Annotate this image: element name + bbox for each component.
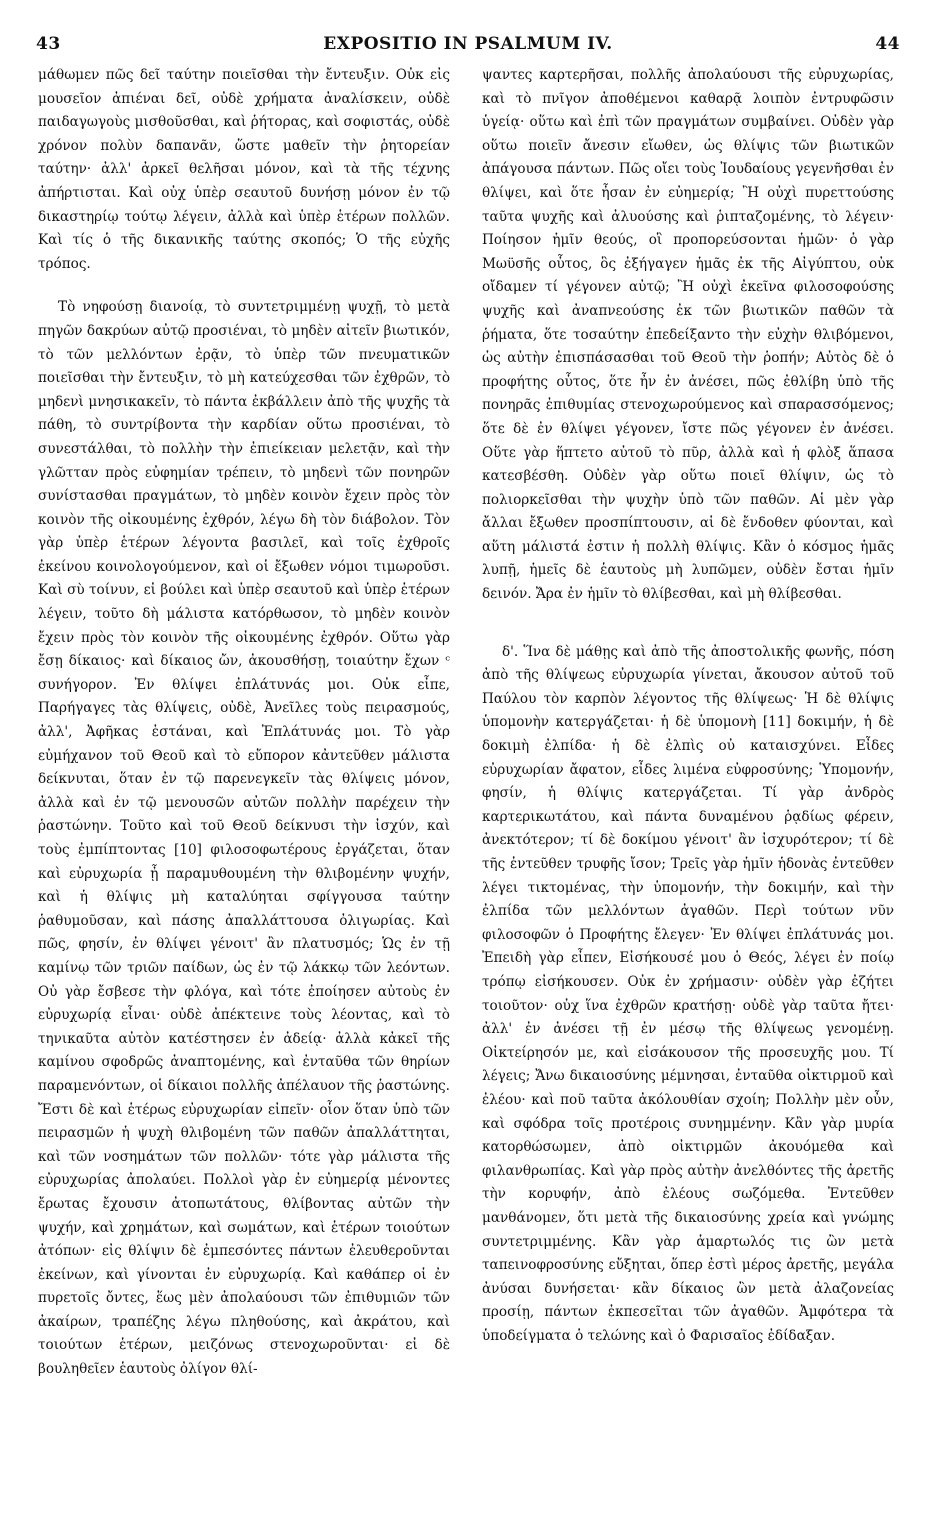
- paragraph-gap: [482, 607, 894, 641]
- page-number-left: 43: [36, 34, 61, 54]
- right-paragraph-1: ψαντες καρτερῆσαι, πολλῆς ἀπολαύουσι τῆς εὐρυχωρίας, καὶ τὸ πνῖγον ἀποθέμενοι καθαρᾷ λοιπὸν ἐντρυφῶσιν ὑγείᾳ· οὕτω καὶ ἐπὶ τῶν πραγμάτων συμβαίνει. Οὐδὲν γὰρ οὕτω ποιεῖν ἄνεσιν εἴωθεν, ὡς θλίψις τῶν βιωτικῶν ἀπάγουσα πάντων. Πῶς οἴει τοὺς Ἰουδαίους γεγενῆσθαι ἐν θλίψει, καὶ ὅτε ἦσαν ἐν εὐημερίᾳ; Ἢ οὐχὶ πυρεττούσης ταῦτα ψυχῆς καὶ ἀλυούσης καὶ ῥιπταζομένης, τὸ λέγειν· Ποίησον ἡμῖν θεούς, οἳ προπορεύσονται ἡμῶν· ὁ γὰρ Μωϋσῆς οὗτος, ὃς ἐξήγαγεν ἡμᾶς ἐκ τῆς Αἰγύπτου, οὐκ οἴδαμεν τί γέγονεν αὐτῷ; Ἢ οὐχὶ ἐκεῖνα φιλοσοφούσης ψυχῆς καὶ ἀναπνεούσης ἐκ τῶν βιωτικῶν παθῶν τὰ ῥήματα, ὅτε τοσαύτην ἐπεδείξαντο τὴν εὐχὴν θλιβόμενοι, ὡς αὐτὴν ἐπισπάσασθαι τοῦ Θεοῦ τὴν ῥοπήν; Αὐτὸς δὲ ὁ προφήτης οὗτος, ὅτε ἦν ἐν ἀνέσει, πῶς ἐθλίβη ὑπὸ τῆς πονηρᾶς ἐπιθυμίας στενοχωρούμενος καὶ σπαρασσόμενος; ὅτε δὲ ἐν θλίψει γέγονεν, ἴστε πῶς γέγονεν ἐν ἀνέσει. Οὕτε γὰρ ἥπτετο αὐτοῦ τὸ πῦρ, ἀλλὰ καὶ ἡ φλὸξ ἅπασα κατεσβέσθη. Οὐδὲν γὰρ οὕτω ποιεῖ θλίψιν, ὡς τὸ πολιορκεῖσθαι τὴν ψυχὴν ὑπὸ τῶν παθῶν. Αἱ μὲν γὰρ ἄλλαι ἔξωθεν προσπίπτουσιν, αἱ δὲ ἔνδοθεν φύονται, καὶ αὕτη μάλιστά ἐστιν ἡ πολλὴ θλίψις. Κἂν ὁ κόσμος ἡμᾶς λυπῇ, ἡμεῖς δὲ ἑαυτοὺς μὴ λυπῶμεν, οὐδὲν ἔσται ἡμῖν δεινόν. Ἄρα ἐν ἡμῖν τὸ θλίβεσθαι, καὶ μὴ θλίβεσθαι.: [482, 67, 894, 603]
- page-number-right: 44: [875, 34, 900, 54]
- running-title: EXPOSITIO IN PSALMUM IV.: [323, 34, 613, 54]
- right-paragraph-2: δ'. Ἵνα δὲ μάθῃς καὶ ἀπὸ τῆς ἀποστολικῆς φωνῆς, πόση ἀπὸ τῆς θλίψεως εὐρυχωρία γίνεται, ἄκουσον αὐτοῦ τοῦ Παύλου τὸν καρπὸν λέγοντος τῆς θλίψεως· Ἡ δὲ θλίψις ὑπομονὴν κατεργάζεται· ἡ δὲ ὑπομονὴ [11] δοκιμήν, ἡ δὲ δοκιμὴ ἐλπίδα· ἡ δὲ ἐλπὶς οὐ καταισχύνει. Εἶδες εὐρυχωρίαν ἄφατον, εἶδες λιμένα εὐφροσύνης; Ὑπομονήν, φησίν, ἡ θλίψις κατεργάζεται. Τί γὰρ ἀνδρὸς καρτερικωτάτου, καὶ πάντα δυναμένου ῥᾳδίως φέρειν, ἀνεκτότερον; τί δὲ δοκίμου γένοιτ' ἂν ἰσχυρότερον; τί δὲ τῆς ἐντεῦθεν τρυφῆς ἴσον; Τρεῖς γὰρ ἡμῖν ἡδονὰς ἐντεῦθεν λέγει τικτομένας, τὴν ὑπομονήν, τὴν δοκιμήν, καὶ τὴν ἐλπίδα τῶν μελλόντων ἀγαθῶν. Περὶ τούτων νῦν φιλοσοφῶν ὁ Προφήτης ἔλεγεν· Ἐν θλίψει ἐπλάτυνάς μοι. Ἐπειδὴ γὰρ εἶπεν, Εἰσήκουσέ μου ὁ Θεός, λέγει ἐν ποίῳ τρόπῳ εἰσήκουσεν. Οὐκ ἐν χρήμασιν· οὐδὲν γὰρ ἐζήτει τοιοῦτον· οὐχ ἵνα ἐχθρῶν κρατήσῃ· οὐδὲ γὰρ ταῦτα ἤτει· ἀλλ' ἐν ἀνέσει τῇ ἐν μέσῳ τῆς θλίψεως γενομένῃ. Οἰκτείρησόν με, καὶ εἰσάκουσον τῆς προσευχῆς μου. Τί λέγεις; Ἄνω δικαιοσύνης μέμνησαι, ἐνταῦθα οἰκτιρμοῦ καὶ ἐλέου· καὶ ποῦ ταῦτα ἀκόλουθίαν σχοίη; Πολλὴν μὲν οὖν, καὶ σφόδρα τοῖς προτέροις συνημμένην. Κἂν γὰρ μυρία κατορθώσωμεν, ἀπὸ οἰκτιρμῶν ἀκουόμεθα καὶ φιλανθρωπίας. Καὶ γὰρ πρὸς αὐτὴν ἀνελθόντες τῆς ἀρετῆς τὴν κορυφήν, ἀπὸ ἐλέους σωζόμεθα. Ἐντεῦθεν μανθάνομεν, ὅτι μετὰ τῆς δικαιοσύνης χρεία καὶ γνώμης συντετριμμένης. Κἂν γὰρ ἁμαρτωλός τις ὢν μετὰ ταπεινοφροσύνης εὔξηται, ὅπερ ἐστὶ μέρος ἀρετῆς, μεγάλα ἀνύσαι δυνήσεται· κἂν δίκαιος ὢν μετὰ ἀλαζονείας προσίῃ, πάντων ἐκπεσεῖται τῶν ἀγαθῶν. Ἀμφότερα τὰ ὑποδείγματα ὁ τελώνης καὶ ὁ Φαρισαῖος ἐδίδαξαν.: [482, 643, 894, 1344]
- running-header: [36, 34, 900, 60]
- paragraph-gap: [38, 276, 450, 296]
- right-column: [482, 64, 894, 1348]
- left-paragraph-2: Τὸ νηφούσῃ διανοίᾳ, τὸ συντετριμμένῃ ψυχῇ, τὸ μετὰ πηγῶν δακρύων αὐτῷ προσιέναι, τὸ μηδὲν αἰτεῖν βιωτικόν, τὸ τῶν μελλόντων ἐρᾷν, τὸ ὑπὲρ τῶν πνευματικῶν ποιεῖσθαι τὴν ἔντευξιν, τὸ μὴ κατεύχεσθαι τῶν ἐχθρῶν, τὸ μηδενὶ μνησικακεῖν, τὸ πάντα ἐκβάλλειν ἀπὸ τῆς ψυχῆς τὰ πάθη, τὸ συντρίβοντα τὴν καρδίαν οὕτω προσιέναι, τὸ συνεστάλθαι, τὸ πολλὴν τὴν ἐπιείκειαν μελετᾷν, καὶ τὴν γλῶτταν πρὸς εὐφημίαν τρέπειν, τὸ μηδενὶ τῶν πονηρῶν συνίστασθαι πραγμάτων, τὸ μηδὲν κοινὸν ἔχειν πρὸς τὸν κοινὸν τῆς οἰκουμένης ἐχθρόν, λέγω δὴ τὸν διάβολον. Τὸν γὰρ ὑπὲρ ἑτέρων λέγοντα βασιλεῖ, καὶ τοῖς ἐχθροῖς ἐκείνου κοινολογούμενον, καὶ οἱ ἔξωθεν νόμοι τιμωροῦσι. Καὶ σὺ τοίνυν, εἰ βούλει καὶ ὑπὲρ σεαυτοῦ καὶ ὑπὲρ ἑτέρων λέγειν, τοῦτο δὴ μάλιστα κατόρθωσον, τὸ μηδὲν κοινὸν ἔχειν πρὸς τὸν κοινὸν τῆς οἰκουμένης ἐχθρόν. Οὕτω γὰρ ἔσῃ δίκαιος· καὶ δίκαιος ὤν, ἀκουσθήσῃ, τοιαύτην ἔχων ᶜ συνήγορον. Ἐν θλίψει ἐπλάτυνάς μοι. Οὐκ εἶπε, Παρήγαγες τὰς θλίψεις, οὐδὲ, Ἀνεῖλες τοὺς πειρασμούς, ἀλλ', Ἀφῆκας ἑστάναι, καὶ Ἐπλάτυνάς μοι. Τὸ γὰρ εὐμήχανον τοῦ Θεοῦ καὶ τὸ εὔπορον κἀντεῦθεν μάλιστα δείκνυται, ὅταν ἐν τῷ παρενεγκεῖν τὰς θλίψεις μόνον, ἀλλὰ καὶ ἐν τῷ μενουσῶν αὐτῶν πολλὴν παρέχειν τὴν ῥαστώνην. Τοῦτο καὶ τοῦ Θεοῦ δείκνυσι τὴν ἰσχύν, καὶ τοὺς ἐμπίπτοντας [10] φιλοσοφωτέρους ἐργάζεται, ὅταν καὶ εὐρυχωρία ᾖ παραμυθουμένη τὴν θλιβομένην ψυχήν, καὶ ἡ θλίψις μὴ καταλύηται σφίγγουσα ταύτην ῥαθυμοῦσαν, καὶ πάσης ἀπαλλάττουσα ὀλιγωρίας. Καὶ πῶς, φησίν, ἐν θλίψει γένοιτ' ἂν πλατυσμός; Ὡς ἐν τῇ καμίνῳ τῶν τριῶν παίδων, ὡς ἐν τῷ λάκκῳ τῶν λεόντων. Οὐ γὰρ ἔσβεσε τὴν φλόγα, καὶ τότε ἐποίησεν αὐτοὺς ἐν εὐρυχωρίᾳ εἶναι· οὐδὲ ἀπέκτεινε τοὺς λέοντας, καὶ τὸ τηνικαῦτα αὐτὸν κατέστησεν ἐν ἀδείᾳ· ἀλλὰ κἀκεῖ τῆς καμίνου σφοδρῶς ἀναπτομένης, καὶ ἐνταῦθα τῶν θηρίων παραμενόντων, οἱ δίκαιοι πολλῆς ἀπέλαυον τῆς ῥαστώνης. Ἔστι δὲ καὶ ἑτέρως εὐρυχωρίαν εἰπεῖν· οἷον ὅταν ὑπὸ τῶν πειρασμῶν ἡ ψυχὴ θλιβομένη τῶν παθῶν ἀπαλλάττηται, καὶ τῶν νοσημάτων τῶν πολλῶν· τότε γὰρ μάλιστα τῆς εὐρυχωρίας ἀπολαύει. Πολλοὶ γὰρ ἐν εὐημερίᾳ μένοντες ἔρωτας ἔχουσιν ἀτοπωτάτους, θλίβοντας αὐτῶν τὴν ψυχήν, καὶ χρημάτων, καὶ σωμάτων, καὶ ἑτέρων τοιούτων ἀτόπων· εἰς θλίψιν δὲ ἐμπεσόντες πάντων ἐλευθεροῦνται ἐκείνων, καὶ γίνονται ἐν εὐρυχωρίᾳ. Καὶ καθάπερ οἱ ἐν πυρετοῖς ὄντες, ἕως μὲν ἀπολαύουσι τῶν ἐπιθυμιῶν τῶν ἀκαίρων, τραπέζης λέγω πληθούσης, καὶ ἀκράτου, καὶ τοιούτων ἑτέρων, μειζόνως στενοχωροῦνται· εἰ δὲ βουληθεῖεν ἑαυτοὺς ὀλίγον θλί-: [38, 299, 450, 1378]
- left-column: [38, 64, 450, 1382]
- left-paragraph-1: μάθωμεν πῶς δεῖ ταύτην ποιεῖσθαι τὴν ἔντευξιν. Οὐκ εἰς μουσεῖον ἀπιέναι δεῖ, οὐδὲ χρήματα ἀναλίσκειν, οὐδὲ παιδαγωγοὺς μισθοῦσθαι, καὶ ῥήτορας, καὶ σοφιστάς, οὐδὲ χρόνον πολὺν δαπανᾶν, ὥστε μαθεῖν τὴν ῥητορείαν ταύτην· ἀλλ' ἀρκεῖ θελῆσαι μόνον, καὶ τὰ τῆς τέχνης ἀπήρτισται. Καὶ οὐχ ὑπὲρ σεαυτοῦ δυνήσῃ μόνον ἐν τῷ δικαστηρίῳ τούτῳ λέγειν, ἀλλὰ καὶ ὑπὲρ ἑτέρων πολλῶν. Καὶ τίς ὁ τῆς δικανικῆς ταύτης σκοπός; Ὁ τῆς εὐχῆς τρόπος.: [38, 67, 450, 272]
